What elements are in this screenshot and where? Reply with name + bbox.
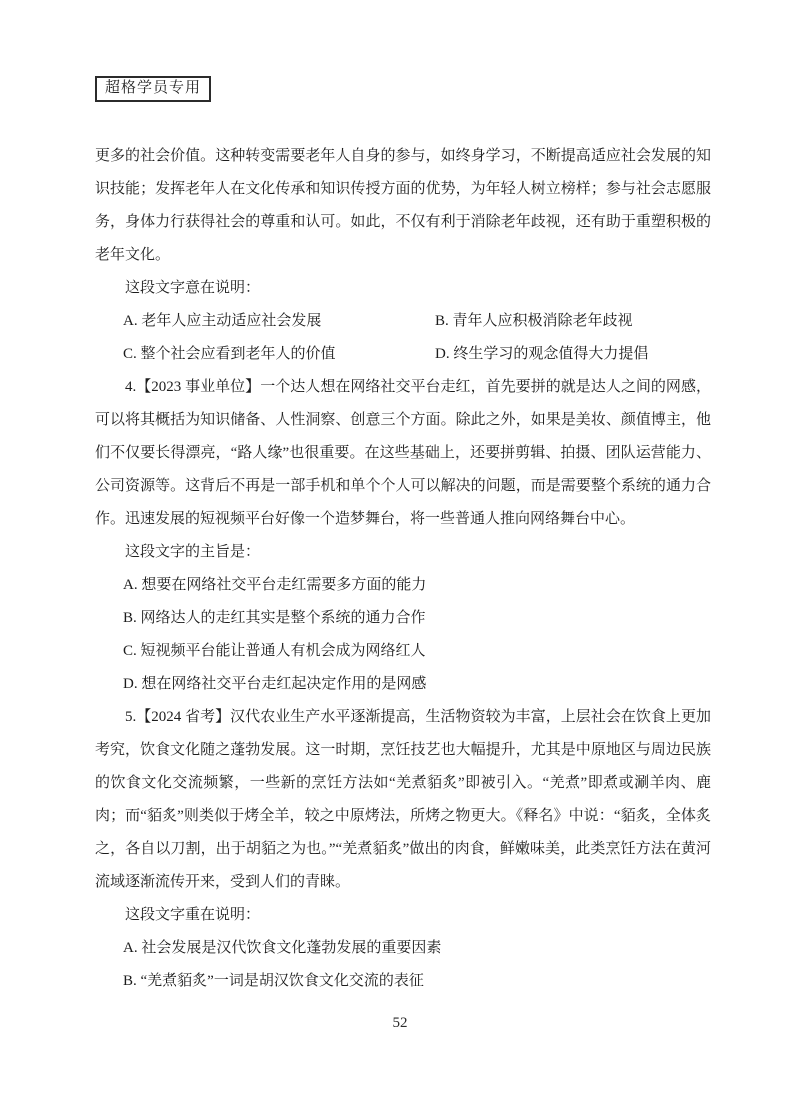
question-4-option-b: B. 网络达人的走红其实是整个系统的通力合作 [123, 610, 426, 626]
question-4-option-d: D. 想在网络社交平台走红起决定作用的是网感 [123, 676, 427, 692]
question-4-prompt: 这段文字的主旨是： [125, 544, 261, 560]
question-5-passage: 5.【2024 省考】汉代农业生产水平逐渐提高，生活物资较为丰富，上层社会在饮食上更加考究，饮食文化随之蓬勃发展。这一时期，烹饪技艺也大幅提升，尤其是中原地区与周边民族的饮食文化交流频繁，一些新的烹饪方法如“羌煮貊炙”即被引入。“羌煮”即煮或涮羊肉、鹿肉；而“貊炙”则类似于烤全羊，较之中原烤法，所烤之物更大。《释名》中说：“貊炙，全体炙之，各自以刀割，出于胡貊之为也。”“羌煮貊炙”做出的肉食，鲜嫩味美，此类烹饪方法在黄河流域逐渐流传开来，受到人们的青睐。 [95, 709, 711, 890]
page-number: 52 [392, 1015, 408, 1031]
member-badge: 超格学员专用 [95, 76, 211, 102]
question-3-option-b: B. 青年人应积极消除老年歧视 [435, 313, 633, 329]
question-3-prompt: 这段文字意在说明： [125, 280, 261, 296]
question-5-options [95, 932, 711, 998]
question-3-option-a: A. 老年人应主动适应社会发展 [123, 313, 322, 329]
question-4-option-c: C. 短视频平台能让普通人有机会成为网络红人 [123, 643, 426, 659]
question-5-prompt: 这段文字重在说明： [125, 907, 261, 923]
question-3-passage-continuation: 更多的社会价值。这种转变需要老年人自身的参与，如终身学习，不断提高适应社会发展的知识技能；发挥老年人在文化传承和知识传授方面的优势，为年轻人树立榜样；参与社会志愿服务，身体力行获得社会的尊重和认可。如此，不仅有利于消除老年歧视，还有助于重塑积极的老年文化。 [95, 148, 711, 263]
question-4-options [95, 569, 711, 701]
question-4-passage: 4.【2023 事业单位】一个达人想在网络社交平台走红，首先要拼的就是达人之间的网感，可以将其概括为知识储备、人性洞察、创意三个方面。除此之外，如果是美妆、颜值博主，他们不仅要长得漂亮，“路人缘”也很重要。在这些基础上，还要拼剪辑、拍摄、团队运营能力、公司资源等。这背后不再是一部手机和单个个人可以解决的问题，而是需要整个系统的通力合作。迅速发展的短视频平台好像一个造梦舞台，将一些普通人推向网络舞台中心。 [95, 379, 711, 527]
page-content [95, 140, 711, 998]
question-3-options [95, 305, 711, 371]
question-3-option-c: C. 整个社会应看到老年人的价值 [123, 346, 336, 362]
question-5-option-a: A. 社会发展是汉代饮食文化蓬勃发展的重要因素 [123, 940, 442, 956]
question-4-option-a: A. 想要在网络社交平台走红需要多方面的能力 [123, 577, 427, 593]
question-5-option-b: B. “羌煮貊炙”一词是胡汉饮食文化交流的表征 [123, 973, 424, 989]
question-3-option-d: D. 终生学习的观念值得大力提倡 [435, 346, 649, 362]
